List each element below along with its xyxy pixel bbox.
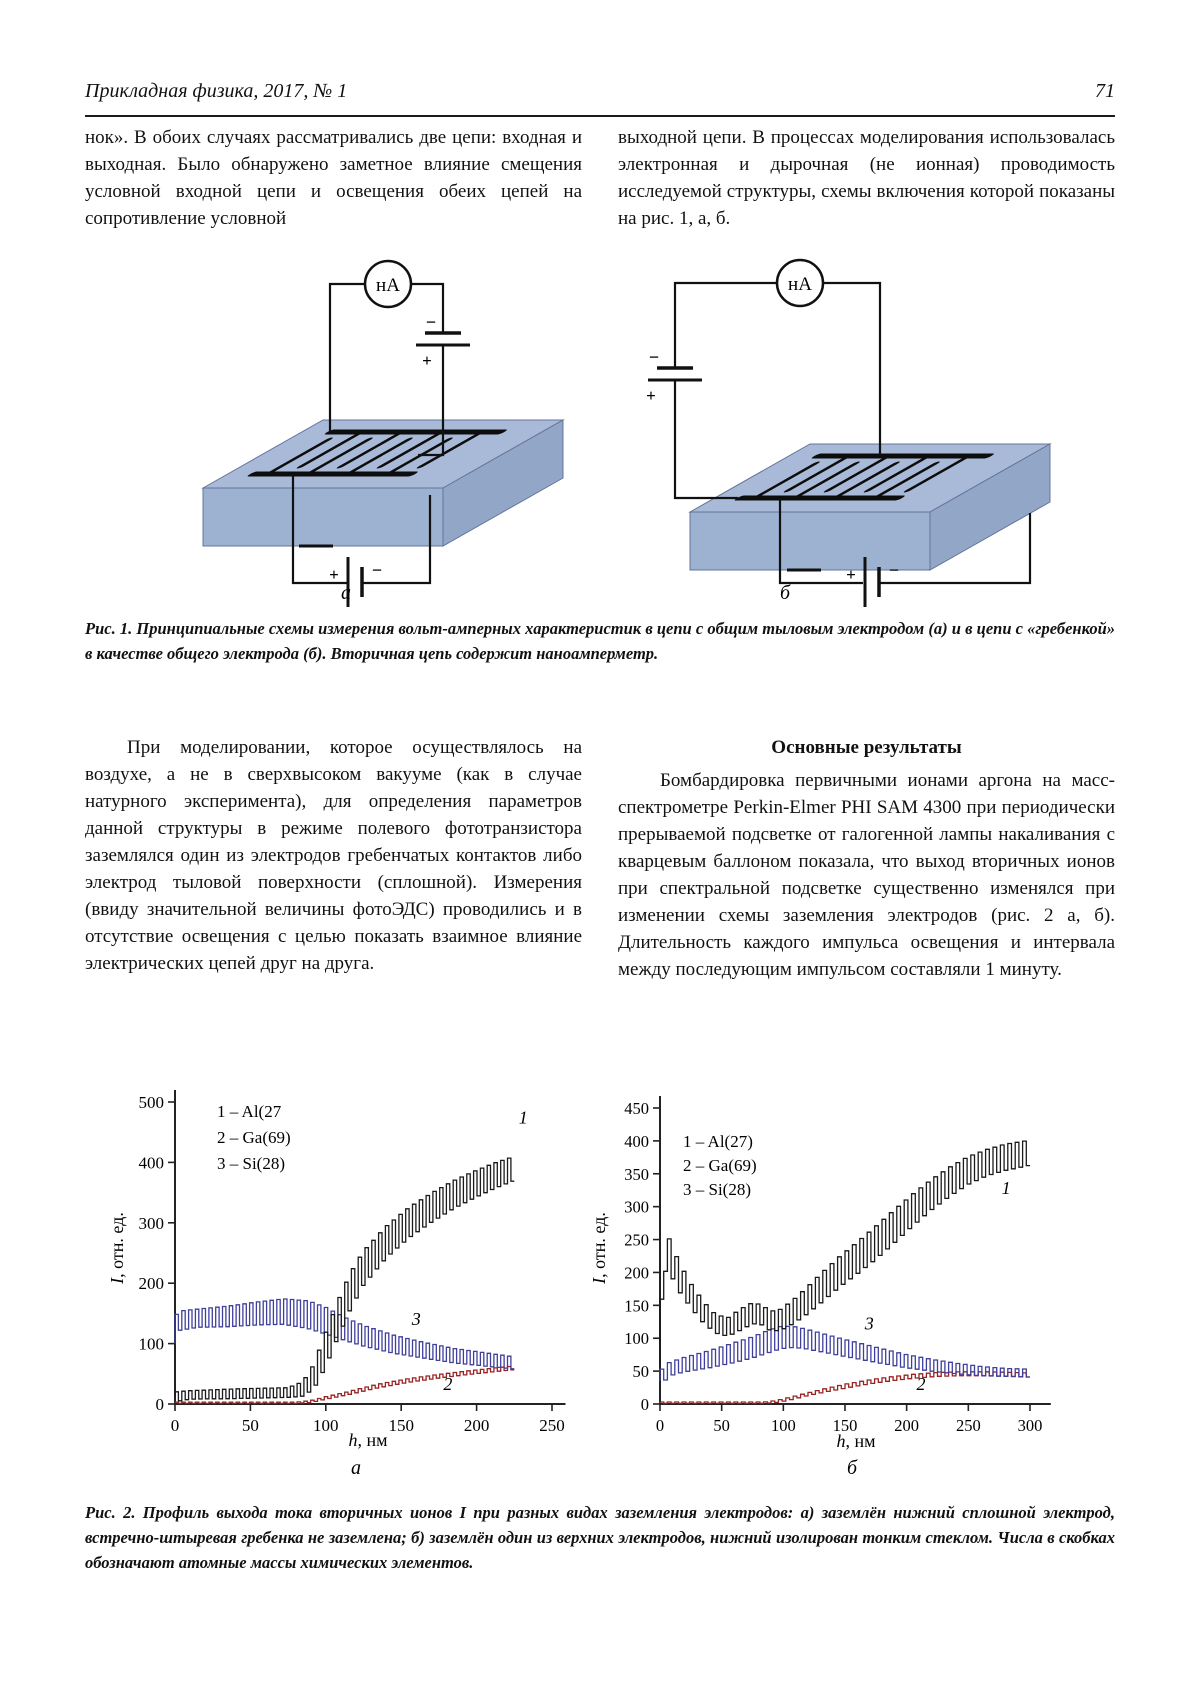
substrate-block-b bbox=[690, 444, 1050, 570]
y-tick-label: 400 bbox=[138, 1153, 164, 1173]
nanoammeter-label: нА bbox=[788, 274, 812, 295]
figure1-schematics bbox=[85, 250, 1115, 616]
battery-plus-sign: + bbox=[646, 386, 656, 405]
legend-entry: 1 – Al(27) bbox=[683, 1132, 753, 1151]
nanoammeter-label: нА bbox=[376, 275, 400, 296]
wire-meter-to-comb bbox=[823, 283, 880, 456]
x-tick-label: 50 bbox=[241, 1416, 259, 1435]
x-tick-label: 50 bbox=[713, 1416, 730, 1435]
intro-text-columns bbox=[85, 124, 1115, 232]
battery-plus-sign: + bbox=[329, 565, 339, 584]
section-left-paragraph: При моделировании, которое осуществлялось на воздухе, а не в сверхвысоком вакууме (как в случае натурного эксперимента), для определения параметров данной структуры в режиме полевого фототранзистора заземлялся один из электродов гребенчатых контактов либо электрод тыловой поверхности (сплошной). Измерения (ввиду значительной величины фотоЭДС) проводились и в отсутствие освещения с целью показать взаимное влияние электрических цепей друг на друга. bbox=[85, 737, 582, 974]
x-tick-label: 150 bbox=[388, 1416, 414, 1435]
curve-label-2: 2 bbox=[916, 1374, 926, 1395]
y-tick-label: 100 bbox=[624, 1329, 649, 1349]
figure2-caption: Рис. 2. Профиль выхода тока вторичных ионов I при разных видах заземления электродов: а) заземлён нижний сплошной электрод, встречно-штыревая гребенка не заземлена; б) заземлён один из верхних электродов, нижний изолирован тонким стеклом. Числа в скобках обозначают атомные массы химических элементов. bbox=[85, 1503, 1115, 1572]
x-tick-label: 100 bbox=[313, 1416, 339, 1435]
figure1-label-b: б bbox=[779, 582, 791, 604]
circuit-a bbox=[203, 261, 563, 607]
chart-b bbox=[575, 1000, 1090, 1488]
x-axis-title: h, нм bbox=[348, 1430, 388, 1450]
page-header bbox=[85, 80, 1115, 117]
x-tick-label: 300 bbox=[1017, 1416, 1043, 1435]
y-tick-label: 300 bbox=[624, 1197, 649, 1217]
curve-label-1: 1 bbox=[1001, 1178, 1011, 1199]
x-tick-label: 0 bbox=[655, 1416, 665, 1435]
y-tick-label: 200 bbox=[624, 1263, 649, 1283]
y-tick-label: 250 bbox=[624, 1230, 649, 1250]
substrate-front-face bbox=[203, 488, 443, 546]
legend-entry: 3 – Si(28) bbox=[217, 1154, 285, 1173]
nanoammeter-a bbox=[365, 261, 411, 307]
series-3-curve bbox=[660, 1326, 1030, 1381]
y-tick-label: 300 bbox=[138, 1213, 164, 1233]
x-tick-label: 100 bbox=[770, 1416, 796, 1435]
x-tick-label: 250 bbox=[955, 1416, 981, 1435]
y-tick-label: 0 bbox=[640, 1395, 649, 1414]
curve-label-2: 2 bbox=[443, 1374, 453, 1395]
x-axis-title: h, нм bbox=[836, 1431, 876, 1451]
curve-label-1: 1 bbox=[518, 1107, 528, 1128]
section-text-columns bbox=[85, 734, 1115, 983]
curve-label-3: 3 bbox=[864, 1313, 874, 1334]
figure1-label-a: а bbox=[341, 582, 351, 604]
battery-minus-sign: − bbox=[425, 312, 437, 332]
nanoammeter-b bbox=[777, 260, 823, 306]
y-tick-label: 200 bbox=[138, 1274, 164, 1294]
wire-battery-to-comb bbox=[675, 380, 738, 498]
x-tick-label: 250 bbox=[539, 1416, 565, 1435]
legend-entry: 1 – Al(27 bbox=[217, 1102, 282, 1121]
chart-sub-label: б bbox=[846, 1457, 858, 1479]
x-tick-label: 200 bbox=[463, 1416, 490, 1435]
x-tick-label: 150 bbox=[832, 1416, 858, 1435]
battery-minus-sign: − bbox=[888, 560, 900, 580]
circuit-b bbox=[646, 260, 1050, 607]
section-heading: Основные результаты bbox=[771, 737, 962, 758]
battery-minus-sign: − bbox=[648, 347, 660, 367]
y-tick-label: 50 bbox=[632, 1362, 649, 1382]
y-tick-label: 450 bbox=[624, 1098, 649, 1118]
y-tick-label: 100 bbox=[138, 1334, 164, 1354]
battery-plus-sign: + bbox=[422, 351, 432, 370]
intro-left-paragraph: нок». В обоих случаях рассматривались две цепи: входная и выходная. Было обнаружено заметное влияние смещения условной входной цепи и освещения обеих цепей на сопротивление условной bbox=[85, 127, 582, 229]
battery-plus-sign: + bbox=[846, 565, 856, 584]
chart-sub-label: а bbox=[351, 1457, 361, 1479]
y-axis-title: I, отн. ед. bbox=[589, 1212, 609, 1284]
journal-title: Прикладная физика, 2017, № 1 bbox=[85, 80, 348, 102]
wire-meter-to-comb bbox=[330, 284, 365, 432]
section-right-paragraph: Бомбардировка первичными ионами аргона на масс-спектрометре Perkin-Elmer PHI SAM 4300 при периодически прерываемой подсветке от галогенной лампы накаливания с кварцевым баллоном показала, что выход вторичных ионов при спектральной подсветке существенно изменялся при изменении схемы заземления электродов (рис. 2 а, б). Длительность каждого импульса освещения и интервала между последующим импульсом составляли 1 минуту. bbox=[618, 770, 1115, 980]
y-axis-title: I, отн. ед. bbox=[107, 1212, 127, 1284]
legend-entry: 2 – Ga(69) bbox=[217, 1128, 291, 1147]
x-tick-label: 200 bbox=[894, 1416, 920, 1435]
y-tick-label: 150 bbox=[624, 1296, 649, 1316]
figure1-caption: Рис. 1. Принципиальные схемы измерения вольт-амперных характеристик в цепи с общим тыловым электродом (а) и в цепи с «гребенкой» в качестве общего электрода (б). Вторичная цепь содержит наноамперметр. bbox=[85, 619, 1115, 663]
y-tick-label: 500 bbox=[138, 1093, 164, 1112]
y-tick-label: 400 bbox=[624, 1131, 649, 1151]
curve-label-3: 3 bbox=[411, 1308, 421, 1329]
substrate-block-a bbox=[203, 420, 563, 546]
intro-right-paragraph: выходной цепи. В процессах моделирования использовалась электронная и дырочная (не ионная) проводимость исследуемой структуры, схемы включения которой показаны на рис. 1, а, б. bbox=[618, 127, 1115, 229]
y-tick-label: 0 bbox=[155, 1395, 164, 1414]
x-tick-label: 0 bbox=[170, 1416, 180, 1435]
battery-minus-sign: − bbox=[371, 560, 383, 580]
chart-a bbox=[90, 1000, 585, 1488]
legend-entry: 2 – Ga(69) bbox=[683, 1156, 757, 1175]
legend-entry: 3 – Si(28) bbox=[683, 1180, 751, 1199]
series-2-curve bbox=[660, 1372, 1030, 1404]
page-number: 71 bbox=[1095, 80, 1115, 102]
y-tick-label: 350 bbox=[624, 1164, 649, 1184]
wire-meter-to-battery bbox=[675, 283, 777, 368]
section-right-column bbox=[618, 734, 1115, 983]
